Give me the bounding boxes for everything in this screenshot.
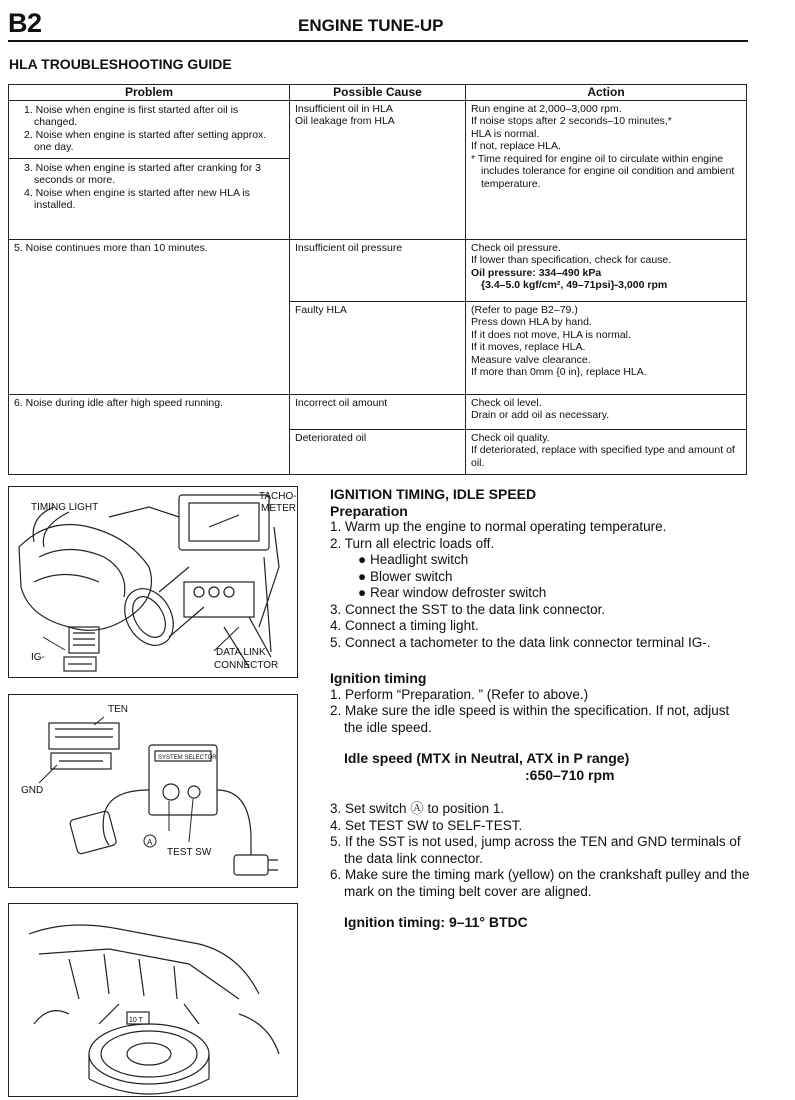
- column-header-problem: Problem: [9, 85, 290, 101]
- step-item: 5. If the SST is not used, jump across the TEN and GND terminals of the data link connector.: [330, 834, 741, 866]
- action-cell: [466, 394, 747, 429]
- action-line: Check oil level.: [471, 396, 542, 409]
- timing-mark: 10 T: [129, 1017, 143, 1024]
- action-line: If it does not move, HLA is normal.: [471, 328, 631, 341]
- label-test-switch: TEST SW: [167, 847, 212, 858]
- action-note: * Time required for engine oil to circulate within engine includes tolerance for engine oil condition and ambient temperature.: [471, 152, 735, 190]
- label-tachometer-2: METER: [261, 503, 296, 514]
- procedure-title: IGNITION TIMING, IDLE SPEED: [330, 486, 537, 502]
- chapter-title: ENGINE TUNE-UP: [298, 16, 444, 35]
- cause-cell: [290, 100, 466, 239]
- label-ten-terminal: TEN: [108, 704, 128, 715]
- oil-pressure-spec: Oil pressure: 334–490 kPa: [471, 266, 602, 279]
- hla-guide-title: HLA TROUBLESHOOTING GUIDE: [9, 56, 232, 72]
- figure-system-selector: [8, 694, 298, 888]
- problem-item: 5. Noise continues more than 10 minutes.: [14, 241, 208, 254]
- step-item: 5. Connect a tachometer to the data link connector terminal IG-.: [330, 634, 711, 650]
- label-system-selector: SYSTEM SELECTOR: [158, 755, 217, 761]
- action-line: Check oil quality.: [471, 431, 550, 444]
- label-gnd-terminal: GND: [21, 785, 44, 796]
- cause-cell: [290, 429, 466, 474]
- action-line: If lower than specification, check for cause.: [471, 254, 672, 266]
- label-data-link-2: CONNECTOR: [214, 660, 279, 671]
- problem-item: 2. Noise when engine is started after setting approx. one day.: [24, 128, 267, 153]
- table-header-row: [9, 85, 747, 101]
- action-line: If not, replace HLA.: [471, 140, 561, 152]
- oil-pressure-spec-units: {3.4–5.0 kgf/cm², 49–71psi}-3,000 rpm: [481, 279, 668, 291]
- step-item: 6. Make sure the timing mark (yellow) on the crankshaft pulley and the mark on the timing belt cover are aligned.: [330, 867, 750, 899]
- problem-item: 4. Noise when engine is started after new HLA is installed.: [24, 186, 250, 211]
- cause-item: Insufficient oil in HLA: [295, 102, 393, 115]
- ignition-timing-heading: Ignition timing: [330, 670, 427, 686]
- bullet-item: ● Rear window defroster switch: [358, 585, 547, 600]
- cause-cell: [290, 301, 466, 394]
- ignition-timing-spec: Ignition timing: 9–11° BTDC: [344, 914, 528, 930]
- problem-item: 6. Noise during idle after high speed running.: [14, 396, 223, 409]
- label-tachometer-1: TACHO-: [259, 491, 297, 502]
- step-item: 3. Connect the SST to the data link connector.: [330, 601, 606, 617]
- figure-crankshaft-pulley: [8, 903, 298, 1097]
- figure-timing-light-setup: [8, 486, 298, 678]
- problem-cell: [9, 100, 290, 239]
- crankshaft-pulley-illustration: [9, 904, 297, 1096]
- action-line: (Refer to page B2–79.): [471, 303, 578, 316]
- label-ig-terminal: IG-: [31, 652, 45, 663]
- hla-troubleshooting-table: [8, 84, 747, 475]
- action-line: Press down HLA by hand.: [471, 316, 592, 328]
- problem-cell: [9, 239, 290, 394]
- action-line: If noise stops after 2 seconds–10 minutes,*: [471, 115, 672, 127]
- idle-speed-value: :650–710 rpm: [525, 766, 615, 783]
- step-item: 4. Connect a timing light.: [330, 618, 479, 633]
- action-line: Run engine at 2,000–3,000 rpm.: [471, 102, 622, 115]
- label-switch-a: A: [147, 838, 153, 847]
- engine-bay-illustration: [9, 487, 297, 677]
- action-cell: [466, 429, 747, 474]
- cause-cell: [290, 239, 466, 301]
- cause-item: Faulty HLA: [295, 303, 347, 316]
- bullet-item: ● Blower switch: [358, 568, 453, 584]
- action-line: HLA is normal.: [471, 127, 540, 140]
- action-cell: [466, 239, 747, 301]
- cause-item: Deteriorated oil: [295, 431, 367, 444]
- action-line: If it moves, replace HLA.: [471, 341, 586, 353]
- bullet-item: ● Headlight switch: [358, 552, 469, 567]
- action-cell: [466, 301, 747, 394]
- step-item: 3. Set switch Ⓐ to position 1.: [330, 801, 505, 816]
- cause-item: Incorrect oil amount: [295, 396, 388, 409]
- header-rule: [8, 40, 748, 42]
- problem-item: 1. Noise when engine is first started after oil is changed.: [24, 103, 239, 128]
- table-row: [9, 239, 747, 301]
- preparation-heading: Preparation: [330, 502, 408, 519]
- table-row: [9, 100, 747, 239]
- action-line: If deteriorated, replace with specified type and amount of oil.: [471, 444, 735, 469]
- action-line: Measure valve clearance.: [471, 353, 591, 366]
- step-item: 2. Make sure the idle speed is within the specification. If not, adjust the idle speed.: [330, 703, 730, 735]
- problem-item: 3. Noise when engine is started after cranking for 3 seconds or more.: [24, 161, 261, 186]
- table-row: [9, 394, 747, 429]
- label-timing-light: TIMING LIGHT: [31, 502, 99, 513]
- step-item: 1. Warm up the engine to normal operating temperature.: [330, 519, 667, 534]
- step-item: 2. Turn all electric loads off.: [330, 535, 495, 551]
- problem-cell: [9, 394, 290, 474]
- procedure-column: [330, 486, 750, 931]
- idle-speed-spec: Idle speed (MTX in Neutral, ATX in P range): [344, 750, 630, 766]
- column-header-cause: Possible Cause: [290, 85, 466, 101]
- section-code: B2: [8, 8, 42, 38]
- system-selector-illustration: [9, 695, 297, 887]
- label-data-link-1: DATA LINK: [216, 647, 266, 658]
- action-line: Check oil pressure.: [471, 241, 561, 254]
- action-cell: [466, 100, 747, 239]
- step-item: 4. Set TEST SW to SELF-TEST.: [330, 817, 523, 833]
- action-line: If more than 0mm {0 in}, replace HLA.: [471, 366, 647, 378]
- cause-cell: [290, 394, 466, 429]
- action-line: Drain or add oil as necessary.: [471, 409, 610, 421]
- step-item: 1. Perform “Preparation. ” (Refer to above.): [330, 686, 589, 702]
- cause-item: Insufficient oil pressure: [295, 241, 403, 254]
- cause-item: Oil leakage from HLA: [295, 115, 395, 127]
- column-header-action: Action: [466, 85, 747, 101]
